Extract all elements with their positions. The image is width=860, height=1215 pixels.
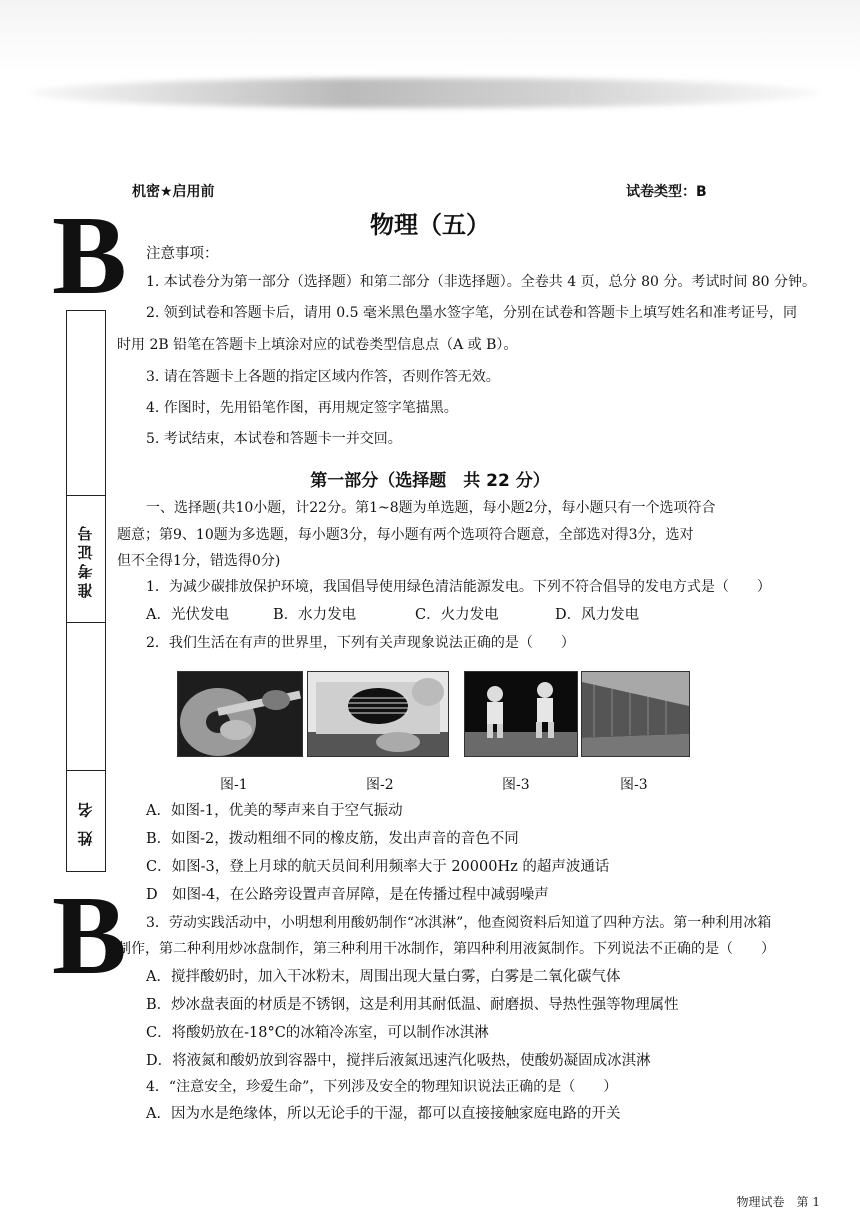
page-title: 物理（五）: [370, 211, 490, 239]
option-c: C．火力发电: [415, 607, 499, 623]
question-stem: 制作，第二种利用炒冰盘制作，第三种利用干冰制作，第四种利用液氮制作。下列说法不正确的是（ ）: [117, 941, 775, 957]
option-a: A．如图-1，优美的琴声来自于空气振动: [146, 803, 403, 819]
paper-type: 试卷类型：B: [626, 184, 707, 200]
page-footer: 物理试卷 第 1: [736, 1195, 820, 1209]
option-c: C．将酸奶放在-18°C的冰箱冷冻室，可以制作冰淇淋: [146, 1025, 489, 1041]
figure-caption: 图-3: [620, 777, 648, 793]
question-stem: 2．我们生活在有声的世界里，下列有关声现象说法正确的是（ ）: [146, 635, 575, 651]
notice-item: 5. 考试结束，本试卷和答题卡一并交回。: [146, 431, 402, 447]
paper-type-letter-top: B: [52, 194, 127, 318]
rubber-band-box-photo: [307, 671, 449, 757]
section-instructions: 一、选择题(共10小题，计22分。第1~8题为单选题，每小题2分，每小题只有一个选项符合: [146, 500, 716, 516]
section-instructions: 但不全得1分，错选得0分): [117, 553, 281, 569]
figure-caption: 图-3: [502, 777, 530, 793]
notice-item: 4. 作图时，先用铅笔作图，再用规定签字笔描黑。: [146, 400, 458, 416]
option-b: B．炒冰盘表面的材质是不锈钢，这是利用其耐低温、耐磨损、导热性强等物理属性: [146, 997, 679, 1013]
section-instructions: 题意；第9、10题为多选题，每小题3分，每小题有两个选项符合题意，全部选对得3分，选对: [117, 527, 694, 543]
notice-item: 2. 领到试卷和答题卡后，请用 0.5 毫米黑色墨水签字笔，分别在试卷和答题卡上填写姓名和准考证号，同: [146, 305, 797, 321]
notice-item: 3. 请在答题卡上各题的指定区域内作答，否则作答无效。: [146, 369, 500, 385]
question-stem: 4．“注意安全，珍爱生命”，下列涉及安全的物理知识说法正确的是（ ）: [146, 1079, 618, 1095]
section-heading: 第一部分（选择题 共 22 分）: [310, 471, 550, 491]
figure-caption: 图-2: [366, 777, 394, 793]
option-d: D．将液氮和酸奶放到容器中，搅拌后液氮迅速汽化吸热，使酸奶凝固成冰淇淋: [146, 1053, 651, 1069]
option-b: B．水力发电: [273, 607, 357, 623]
name-label: 姓 名: [76, 798, 95, 847]
margin-divider: [66, 495, 106, 496]
margin-divider: [66, 770, 106, 771]
option-a: A．光伏发电: [146, 607, 229, 623]
guitar-photo: [177, 671, 303, 757]
option-a: A．因为水是绝缘体，所以无论手的干湿，都可以直接接触家庭电路的开关: [146, 1106, 621, 1122]
notice-item: 时用 2B 铅笔在答题卡上填涂对应的试卷类型信息点（A 或 B）。: [117, 337, 518, 353]
question-stem: 3．劳动实践活动中，小明想利用酸奶制作“冰淇淋”，他查阅资料后知道了四种方法。第一种利用冰箱: [146, 915, 772, 931]
confidential-mark: 机密★启用前: [132, 184, 215, 200]
margin-divider: [66, 622, 106, 623]
option-c: C．如图-3，登上月球的航天员间利用频率大于 20000Hz 的超声波通话: [146, 859, 610, 875]
notice-heading: 注意事项：: [146, 246, 219, 262]
option-d: D 如图-4，在公路旁设置声音屏障，是在传播过程中减弱噪声: [146, 887, 549, 903]
scan-smudge: [30, 78, 820, 108]
option-d: D．风力发电: [555, 607, 640, 623]
sound-barrier-photo: [581, 671, 690, 757]
notice-item: 1. 本试卷分为第一部分（选择题）和第二部分（非选择题）。全卷共 4 页，总分 80 分。考试时间 80 分钟。: [146, 274, 817, 290]
option-b: B．如图-2，拨动粗细不同的橡皮筋，发出声音的音色不同: [146, 831, 519, 847]
option-a: A．搅拌酸奶时，加入干冰粉末，周围出现大量白雾，白雾是二氧化碳气体: [146, 969, 621, 985]
exam-id-label: 准考证号: [76, 522, 95, 598]
figure-caption: 图-1: [220, 777, 248, 793]
paper-type-letter-bottom: B: [52, 874, 127, 998]
question-stem: 1．为减少碳排放保护环境，我国倡导使用绿色清洁能源发电。下列不符合倡导的发电方式是（ ）: [146, 579, 771, 595]
astronauts-photo: [464, 671, 578, 757]
